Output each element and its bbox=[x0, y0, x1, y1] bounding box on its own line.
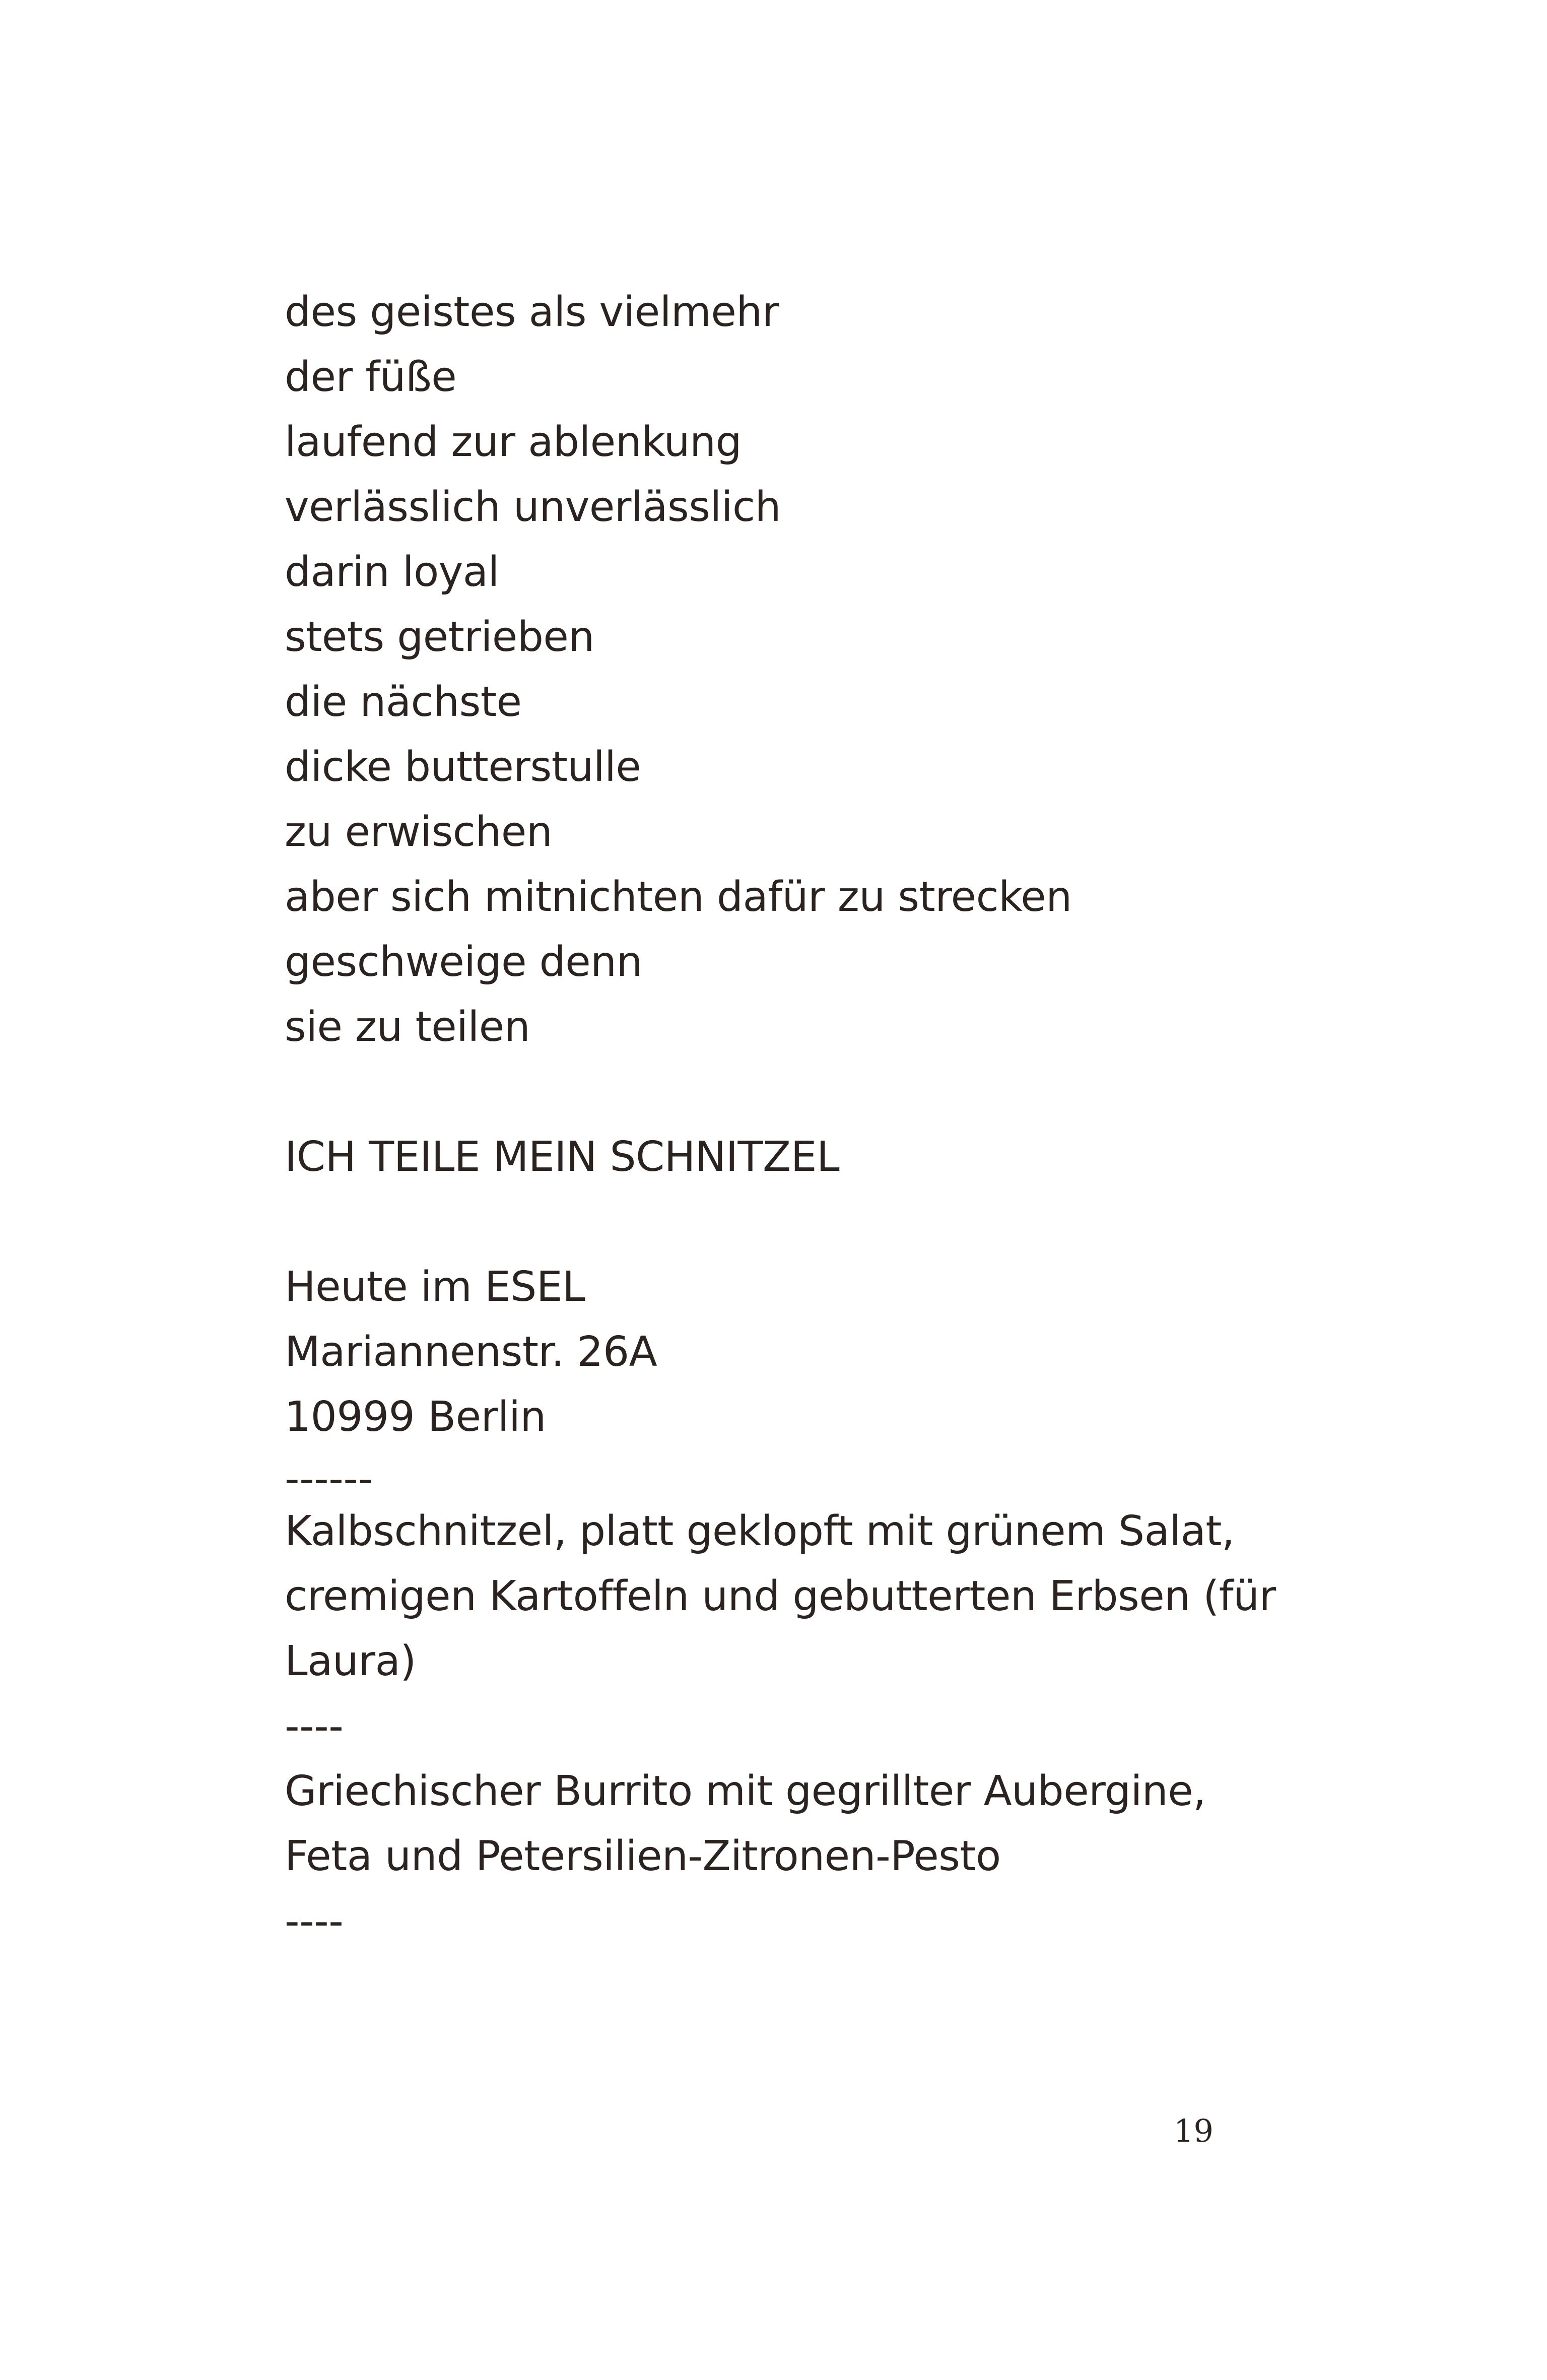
page-number: 19 bbox=[1174, 2112, 1214, 2149]
poem-line: zu erwischen bbox=[285, 808, 553, 856]
address-line: Heute im ESEL bbox=[285, 1263, 585, 1311]
page-text bbox=[285, 280, 1317, 1954]
poem-line: die nächste bbox=[285, 678, 522, 726]
stanza-gap bbox=[285, 1060, 1317, 1125]
poem-line: stets getrieben bbox=[285, 613, 594, 661]
menu-item-line: cremigen Kartoffeln und gebutterten Erbsen (für bbox=[285, 1572, 1276, 1620]
poem-line: sie zu teilen bbox=[285, 1003, 530, 1051]
stanza-gap bbox=[285, 1189, 1317, 1254]
menu-item-line: Feta und Petersilien-Zitronen-Pesto bbox=[285, 1832, 1001, 1880]
menu-separator: ---- bbox=[285, 1897, 344, 1945]
poem-line: verlässlich unverlässlich bbox=[285, 483, 781, 531]
address-line: 10999 Berlin bbox=[285, 1393, 546, 1441]
menu-item-line: Laura) bbox=[285, 1637, 416, 1685]
poem-line: geschweige denn bbox=[285, 938, 643, 986]
poem-line: dicke butterstulle bbox=[285, 743, 641, 791]
address-line: Mariannenstr. 26A bbox=[285, 1328, 657, 1376]
poem-line: aber sich mitnichten dafür zu strecken bbox=[285, 873, 1072, 921]
menu-separator: ------ bbox=[285, 1455, 373, 1503]
menu-separator: ---- bbox=[285, 1702, 344, 1750]
poem-line: des geistes als vielmehr bbox=[285, 288, 779, 336]
poem-heading: ICH TEILE MEIN SCHNITZEL bbox=[285, 1133, 840, 1181]
poem-line: darin loyal bbox=[285, 548, 499, 596]
menu-item-line: Griechischer Burrito mit gegrillter Aubergine, bbox=[285, 1767, 1206, 1815]
menu-item-line: Kalbschnitzel, platt geklopft mit grünem Salat, bbox=[285, 1507, 1235, 1555]
poem-line: der füße bbox=[285, 353, 457, 401]
poem-line: laufend zur ablenkung bbox=[285, 418, 742, 466]
